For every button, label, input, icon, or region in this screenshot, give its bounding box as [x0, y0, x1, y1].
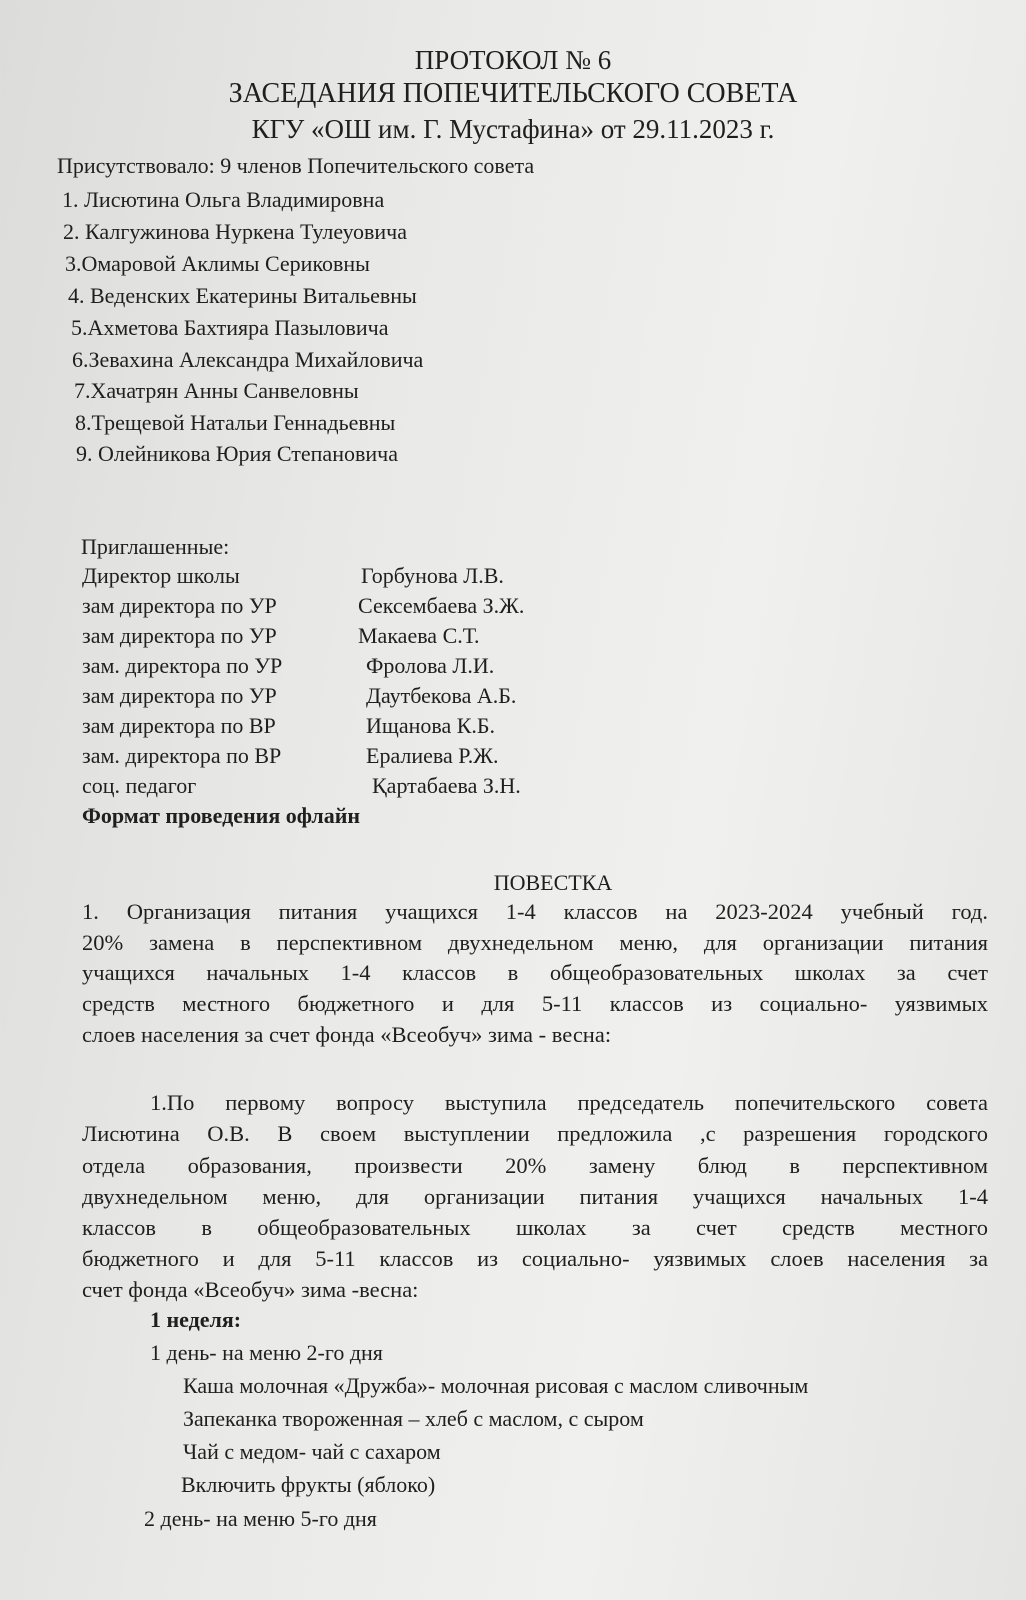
discussion-line: бюджетного и для 5-11 классов из социально- уязвимых слоев населения за [82, 1246, 988, 1271]
invited-name: Ищанова К.Б. [366, 713, 496, 738]
invited-role: Директор школы [82, 563, 240, 588]
invited-name: Фролова Л.И. [366, 653, 495, 678]
agenda-line: 1. Организация питания учащихся 1-4 классов на 2023-2024 учебный год. [82, 899, 988, 924]
agenda-line: средств местного бюджетного и для 5-11 классов из социально- уязвимых [82, 991, 988, 1016]
invited-role: зам. директора по УР [82, 653, 283, 678]
menu-item: Каша молочная «Дружба»- молочная рисовая с маслом сливочным [183, 1373, 809, 1398]
menu-item: Запеканка твороженная – хлеб с маслом, с сыром [183, 1406, 644, 1431]
invited-role: зам. директора по ВР [82, 743, 282, 768]
member-item: 8.Трещевой Натальи Геннадьевны [75, 410, 396, 435]
attendance-label: Присутствовало: 9 членов Попечительского совета [57, 153, 535, 178]
member-item: 1. Лисютина Ольга Владимировна [62, 187, 385, 212]
member-item: 7.Хачатрян Анны Санвеловны [74, 378, 359, 403]
protocol-org-date: КГУ «ОШ им. Г. Мустафина» от 29.11.2023 г. [251, 114, 775, 144]
protocol-subtitle: ЗАСЕДАНИЯ ПОПЕЧИТЕЛЬСКОГО СОВЕТА [228, 78, 798, 109]
discussion-line: счет фонда «Всеобуч» зима -весна: [82, 1277, 419, 1302]
invited-name: Ералиева Р.Ж. [366, 743, 499, 768]
member-item: 3.Омаровой Аклимы Сериковны [65, 251, 370, 276]
protocol-title: ПРОТОКОЛ № 6 [414, 45, 612, 75]
invited-name: Сексембаева З.Ж. [358, 593, 525, 618]
invited-label: Приглашенные: [81, 534, 230, 559]
discussion-line: двухнедельном меню, для организации питания учащихся начальных 1-4 [82, 1184, 988, 1209]
discussion-line: 1.По первому вопросу выступила председатель попечительского совета [150, 1090, 988, 1115]
member-item: 4. Веденских Екатерины Витальевны [68, 283, 417, 308]
menu-item: Чай с медом- чай с сахаром [183, 1439, 441, 1464]
member-item: 9. Олейникова Юрия Степановича [76, 441, 398, 466]
agenda-title: ПОВЕСТКА [493, 870, 613, 895]
agenda-line: слоев населения за счет фонда «Всеобуч» зима - весна: [82, 1022, 612, 1047]
menu-item: Включить фрукты (яблоко) [181, 1472, 436, 1497]
meeting-format: Формат проведения офлайн [82, 803, 361, 828]
member-item: 5.Ахметова Бахтияра Пазыловича [71, 315, 389, 340]
member-item: 2. Калгужинова Нуркена Тулеуовича [63, 219, 408, 244]
week-label: 1 неделя: [150, 1307, 242, 1332]
invited-role: зам директора по УР [82, 593, 277, 618]
agenda-line: учащихся начальных 1-4 классов в общеобразовательных школах за счет [82, 960, 988, 985]
discussion-line: Лисютина О.В. В своем выступлении предложила ,с разрешения городского [82, 1121, 988, 1146]
day-label: 1 день- на меню 2-го дня [150, 1340, 383, 1365]
invited-role: зам директора по УР [82, 623, 277, 648]
day-label: 2 день- на меню 5-го дня [144, 1506, 377, 1531]
invited-name: Макаева С.Т. [358, 623, 480, 648]
invited-name: Горбунова Л.В. [361, 563, 504, 588]
invited-role: соц. педагог [82, 773, 197, 798]
member-item: 6.Зевахина Александра Михайловича [72, 347, 424, 372]
invited-role: зам директора по ВР [82, 713, 276, 738]
invited-name: Қартабаева З.Н. [372, 773, 521, 798]
discussion-line: отдела образования, произвести 20% замену блюд в перспективном [82, 1153, 988, 1178]
discussion-line: классов в общеобразовательных школах за счет средств местного [82, 1215, 988, 1240]
invited-name: Даутбекова А.Б. [366, 683, 517, 708]
invited-role: зам директора по УР [82, 683, 277, 708]
agenda-line: 20% замена в перспективном двухнедельном меню, для организации питания [82, 930, 988, 955]
